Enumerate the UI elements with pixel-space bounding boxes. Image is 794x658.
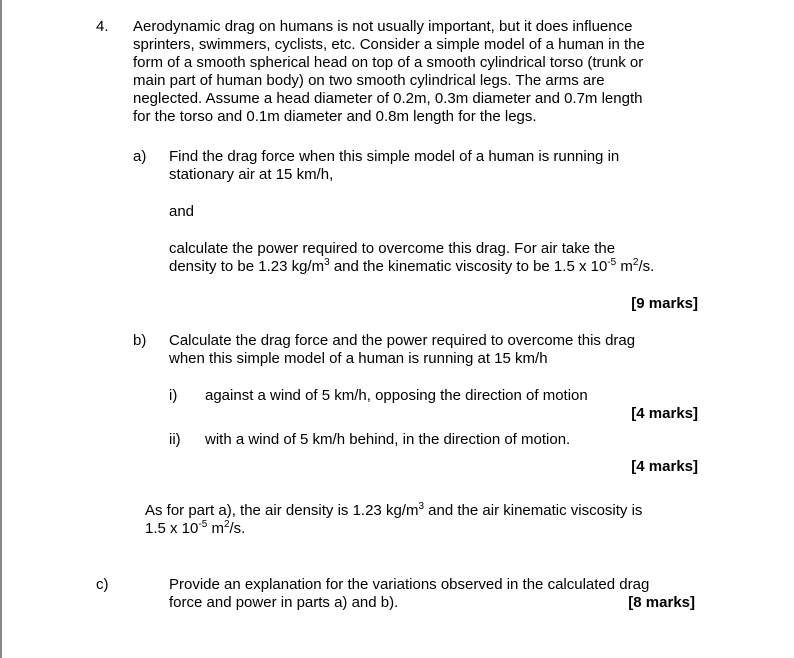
- part-b-label: b): [133, 332, 147, 349]
- part-a-label: a): [133, 148, 147, 165]
- part-a-text: [169, 148, 619, 184]
- part-b-note: [145, 502, 642, 538]
- page-left-border: [0, 0, 2, 658]
- intro-line: main part of human body) on two smooth cylindrical legs. The arms are: [133, 72, 605, 89]
- part-b-ii-label: ii): [169, 431, 181, 448]
- part-b-text: [169, 332, 635, 368]
- part-b-note-line: As for part a), the air density is 1.23 $kg/m^3$ and the air kinematic viscosity is: [145, 501, 643, 519]
- part-c-line: force and power in parts a) and b).: [169, 594, 399, 611]
- part-b-i-marks: [4 marks]: [631, 405, 698, 422]
- part-a-line: stationary air at 15 km/h,: [169, 166, 334, 183]
- part-c-line: Provide an explanation for the variations observed in the calculated drag: [169, 576, 650, 593]
- part-a-and: and: [169, 203, 195, 220]
- part-b-ii-text: with a wind of 5 km/h behind, in the direction of motion.: [205, 431, 571, 448]
- part-c-label: c): [96, 576, 109, 593]
- part-a-line: calculate the power required to overcome this drag. For air take the: [169, 240, 616, 257]
- part-a-line: Find the drag force when this simple model of a human is running in: [169, 148, 620, 165]
- part-b-i-text: against a wind of 5 km/h, opposing the direction of motion: [205, 387, 588, 404]
- part-c-marks: [8 marks]: [628, 594, 695, 611]
- intro-line: for the torso and 0.1m diameter and 0.8m length for the legs.: [133, 108, 537, 125]
- question-number: 4.: [96, 18, 109, 35]
- part-b-note-line: 1.5 x $10^{-5}$ $m^2/s$.: [145, 519, 246, 537]
- part-c-text: [169, 576, 649, 612]
- intro-line: Aerodynamic drag on humans is not usually important, but it does influence: [133, 18, 633, 35]
- part-b-ii-marks: [4 marks]: [631, 458, 698, 475]
- part-a-density-line: density to be 1.23 $kg/m^3$ and the kinematic viscosity to be 1.5 x $10^{-5}$ $m^2/s$.: [169, 257, 655, 275]
- part-a-power-text: [169, 240, 654, 276]
- part-a-marks: [9 marks]: [631, 295, 698, 312]
- question-intro: [133, 18, 645, 126]
- intro-line: neglected. Assume a head diameter of 0.2m, 0.3m diameter and 0.7m length: [133, 90, 643, 107]
- part-b-line: Calculate the drag force and the power required to overcome this drag: [169, 332, 636, 349]
- part-b-i-label: i): [169, 387, 178, 404]
- intro-line: sprinters, swimmers, cyclists, etc. Consider a simple model of a human in the: [133, 36, 645, 53]
- intro-line: form of a smooth spherical head on top of a smooth cylindrical torso (trunk or: [133, 54, 644, 71]
- part-b-line: when this simple model of a human is running at 15 km/h: [169, 350, 548, 367]
